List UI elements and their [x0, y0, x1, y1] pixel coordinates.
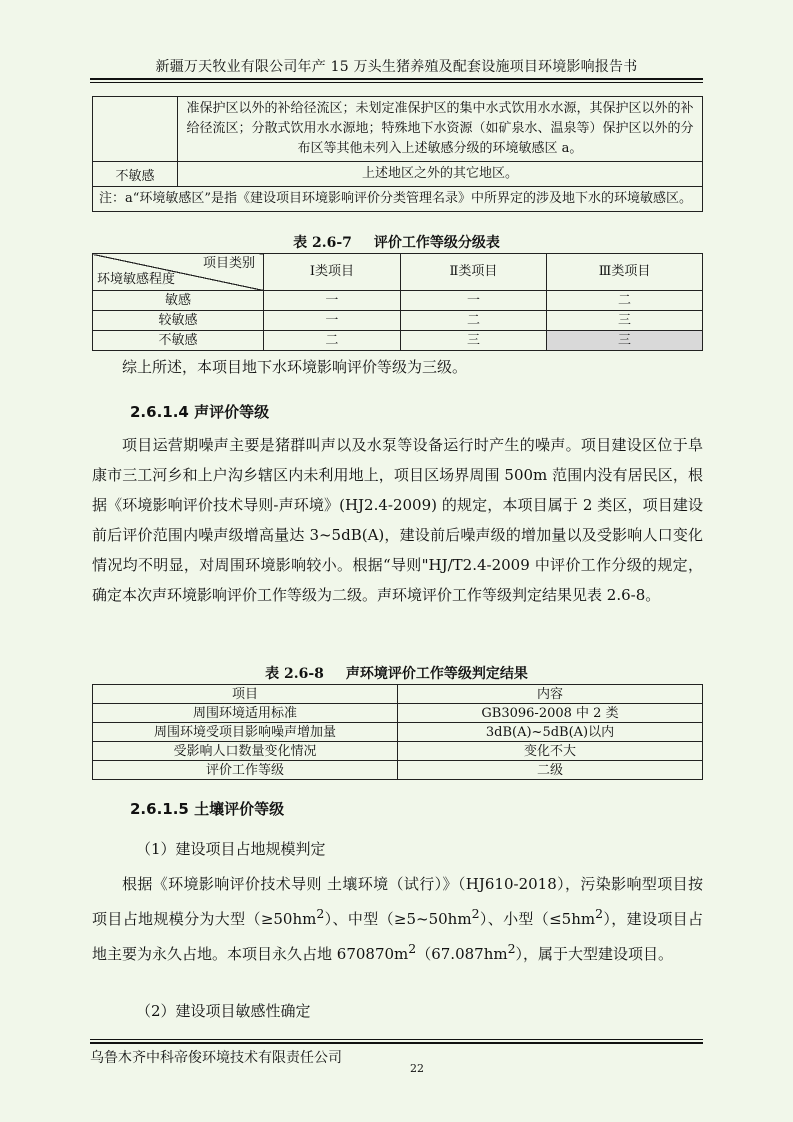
- soil-text: ）、小型（≤5hm: [479, 910, 596, 928]
- table-row: [93, 162, 703, 187]
- sensitivity-table-continued: [92, 96, 703, 212]
- superscript: 2: [595, 906, 604, 921]
- grade-table: [92, 253, 703, 351]
- table-row: [93, 97, 703, 162]
- table-caption: [90, 663, 703, 683]
- section-heading-soil: [130, 798, 284, 819]
- soil-subheading-1: （1）建设项目占地规模判定: [136, 840, 326, 858]
- soil-text: 根据《环境影响评价技术导则 土壤环境（试行）》（HJ610-2018），污染影响型项目按项目占地规模分为大型（≥50hm: [92, 875, 703, 928]
- noise-paragraph: 项目运营期噪声主要是猪群叫声以及水泵等设备运行时产生的噪声。项目建设区位于阜康市三工河乡和上户沟乡辖区内未利用地上，项目区场界周围 500m 范围内没有居民区，根据《环境影响评价技术导则-声环境》(HJ2.4-2009) 的规定，本项目属于 2 类区，项目建设前后评价范围内噪声级增高量达 3~5dB(A)，建设前后噪声级的增加量以及受影响人口变化情况均不明显，对周围环境影响较小。根据“导则"HJ/T2.4-2009 中评价工作分级的规定，确定本次声环境影响评价工作等级为二级。声环境评价工作等级判定结果见表 2.6-8。: [92, 436, 703, 604]
- table-row: [93, 761, 703, 780]
- table-cell: 一: [400, 291, 546, 311]
- soil-text: ）、中型（≥5~50hm: [324, 910, 472, 928]
- soil-subheading-2: （2）建设项目敏感性确定: [136, 1002, 311, 1020]
- table-row: [93, 291, 703, 311]
- table-cell: GB3096-2008 中 2 类: [398, 704, 703, 723]
- table-note: 注：a“环境敏感区”是指《建设项目环境影响评价分类管理名录》中所界定的涉及地下水的环境敏感区。: [93, 187, 703, 212]
- table-header-row: [93, 685, 703, 704]
- table-row: [93, 704, 703, 723]
- section-number: 2.6.1.5: [130, 800, 189, 818]
- table-cell-label: 不敏感: [93, 162, 178, 187]
- table-cell-desc: 上述地区之外的其它地区。: [178, 162, 703, 187]
- row-label: 较敏感: [93, 311, 264, 331]
- footer-rule-thin: [90, 1039, 703, 1040]
- superscript: 2: [507, 941, 516, 956]
- diag-header-bottom: 环境敏感程度: [97, 272, 176, 287]
- superscript: 2: [471, 906, 480, 921]
- section-heading-noise: [130, 401, 269, 422]
- section-number: 2.6.1.4: [130, 403, 189, 421]
- soil-text: ），属于大型建设项目。: [515, 945, 674, 963]
- header-rule-thin: [90, 82, 703, 83]
- page-number: 22: [410, 1062, 424, 1075]
- row-label: 敏感: [93, 291, 264, 311]
- table-cell-empty: [93, 97, 178, 162]
- table-cell: 三: [547, 311, 703, 331]
- soil-text: ），建设项目占地主要为永久占地。本项目永久占地 670870m: [92, 910, 704, 963]
- table-cell: 3dB(A)~5dB(A)以内: [398, 723, 703, 742]
- footer-rule: [90, 1042, 703, 1044]
- soil-text: （67.087hm: [416, 945, 508, 963]
- diagonal-header-cell: [93, 254, 264, 291]
- table-cell: 二: [400, 311, 546, 331]
- column-header: Ⅲ类项目: [547, 254, 703, 291]
- table-row: [93, 331, 703, 351]
- row-label: 不敏感: [93, 331, 264, 351]
- table-cell: 二: [547, 291, 703, 311]
- table-cell: 周围环境适用标准: [93, 704, 398, 723]
- table-row: [93, 311, 703, 331]
- header-rule: [90, 78, 703, 80]
- noise-grade-table: [92, 684, 703, 780]
- table-cell: 一: [264, 311, 401, 331]
- diag-header-top: 项目类别: [202, 256, 255, 271]
- column-header: Ⅰ类项目: [264, 254, 401, 291]
- table-cell: 三: [400, 331, 546, 351]
- section-title: 声评价等级: [194, 403, 270, 421]
- table-row-note: [93, 187, 703, 212]
- superscript: 2: [316, 906, 325, 921]
- section-title: 土壤评价等级: [194, 800, 285, 818]
- column-header: Ⅱ类项目: [400, 254, 546, 291]
- summary-paragraph: 综上所述，本项目地下水环境影响评价等级为三级。: [122, 358, 468, 376]
- table-cell: 一: [264, 291, 401, 311]
- table-cell: 二级: [398, 761, 703, 780]
- table-cell: 受影响人口数量变化情况: [93, 742, 398, 761]
- column-header: 内容: [398, 685, 703, 704]
- table-cell: 评价工作等级: [93, 761, 398, 780]
- table-title: 评价工作等级分级表: [373, 235, 500, 251]
- soil-paragraph: [92, 869, 703, 969]
- table-number: 表 2.6-8: [265, 666, 324, 682]
- footer-company: 乌鲁木齐中科帝俊环境技术有限责任公司: [90, 1050, 342, 1066]
- table-cell-highlighted: 三: [547, 331, 703, 351]
- superscript: 2: [408, 941, 417, 956]
- table-cell: 周围环境受项目影响噪声增加量: [93, 723, 398, 742]
- page-header-title: 新疆万天牧业有限公司年产 15 万头生猪养殖及配套设施项目环境影响报告书: [155, 59, 638, 75]
- table-cell: 变化不大: [398, 742, 703, 761]
- table-row: [93, 723, 703, 742]
- table-header-row: [93, 254, 703, 291]
- table-row: [93, 742, 703, 761]
- column-header: 项目: [93, 685, 398, 704]
- table-title: 声环境评价工作等级判定结果: [345, 666, 528, 682]
- table-cell-desc: 准保护区以外的补给径流区；未划定准保护区的集中水式饮用水水源，其保护区以外的补给径流区；分散式饮用水水源地；特殊地下水资源（如矿泉水、温泉等）保护区以外的分布区等其他未列入上述敏感分级的环境敏感区 a。: [178, 97, 703, 162]
- table-number: 表 2.6-7: [293, 235, 352, 251]
- table-cell: 二: [264, 331, 401, 351]
- table-caption: [90, 232, 703, 252]
